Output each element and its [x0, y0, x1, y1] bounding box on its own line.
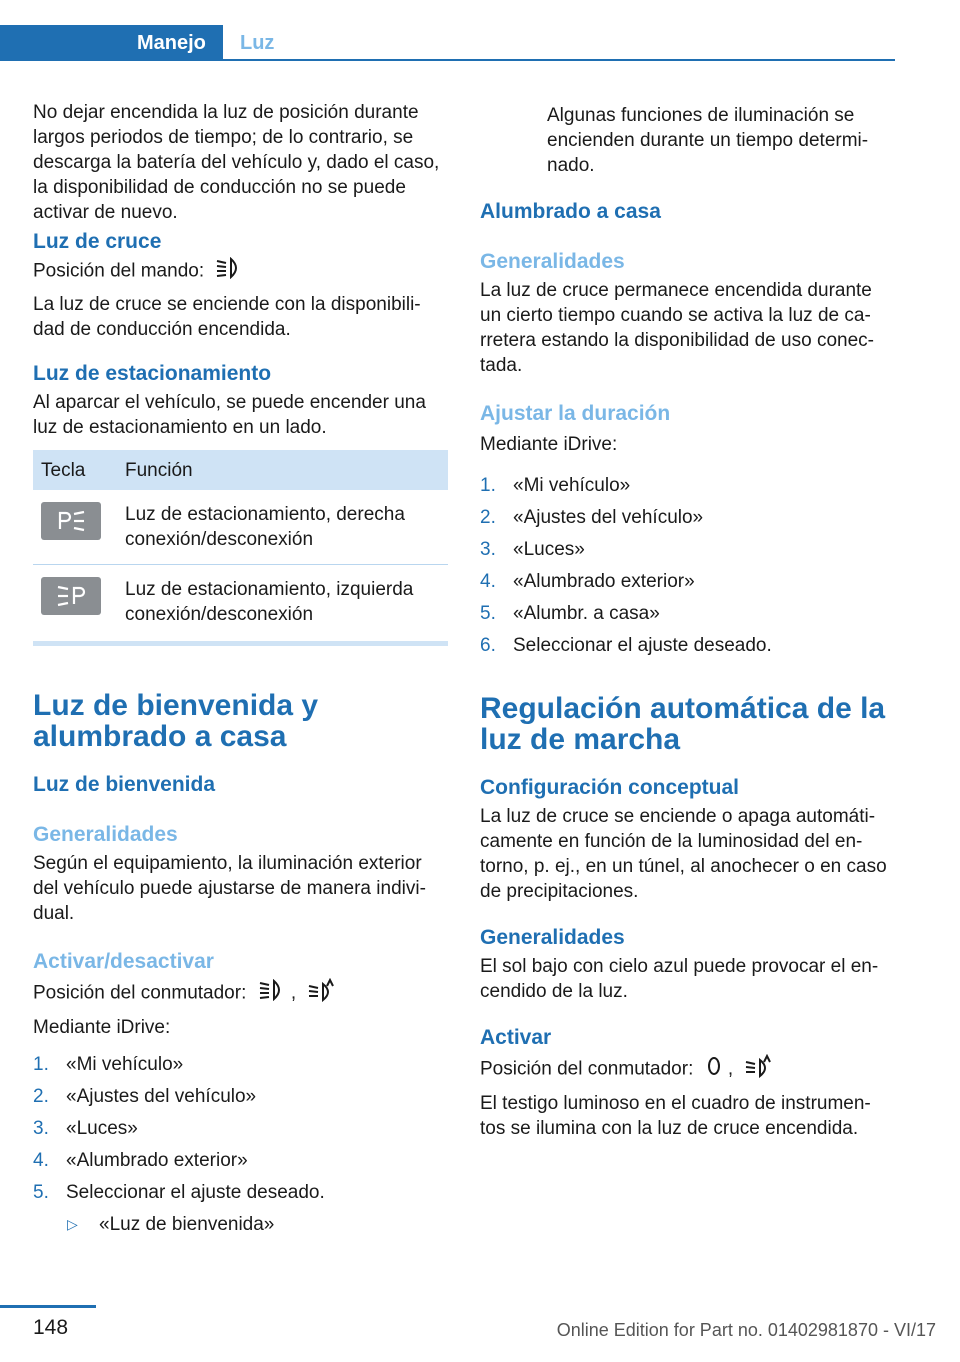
- step-number: 4.: [33, 1150, 49, 1171]
- list-item: [480, 537, 895, 569]
- parking-light-right-button[interactable]: [41, 502, 101, 540]
- table-cell-key: [33, 565, 117, 640]
- page-header: [0, 25, 895, 61]
- table-cell-key: [33, 490, 117, 565]
- welcome-switch-label: Posición del conmutador:: [33, 982, 247, 1004]
- step-number: 3.: [480, 539, 496, 560]
- step-text: «Mi vehículo»: [66, 1054, 184, 1075]
- auto-switch-label: Posición del conmutador:: [480, 1058, 694, 1080]
- triangle-bullet-icon: ▷: [67, 1216, 78, 1232]
- header-rule: [223, 59, 895, 61]
- home-light-heading: Alumbrado a casa: [480, 200, 661, 223]
- home-general-heading: Generalidades: [480, 250, 625, 273]
- welcome-section-heading: Luz de bienvenida y alumbrado a casa: [33, 689, 319, 753]
- low-beam-text: La luz de cruce se enciende con la disponibili‐dad de conducción encendida.: [33, 294, 421, 340]
- table-bottom-rule: [33, 641, 448, 646]
- table-header-function: Función: [117, 450, 448, 490]
- parking-light-left-button[interactable]: [41, 577, 101, 615]
- parking-left-function: Luz de estacionamiento, izquierda conexión/desconexión: [125, 579, 414, 625]
- parking-light-left-icon: [54, 584, 88, 608]
- separator-comma: ,: [727, 1058, 734, 1080]
- auto-activate-heading: Activar: [480, 1026, 552, 1049]
- step-text: «Luces»: [66, 1118, 138, 1139]
- list-item: [480, 601, 895, 633]
- indicator-text: El testigo luminoso en el cuadro de instrumen‐tos se ilumina con la luz de cruce encendida.: [480, 1093, 871, 1139]
- step-number: 3.: [33, 1118, 49, 1139]
- step-number: 5.: [480, 603, 496, 624]
- list-item: [480, 633, 895, 665]
- list-item: [480, 569, 895, 601]
- step-text: «Ajustes del vehículo»: [513, 507, 704, 528]
- low-beam-icon: [258, 979, 286, 1008]
- list-item: [33, 1116, 448, 1148]
- welcome-general-heading: Generalidades: [33, 823, 178, 846]
- auto-light-icon: [744, 1054, 774, 1085]
- continued-text: Algunas funciones de iluminación se encienden durante un tiempo determi‐nado.: [547, 105, 869, 176]
- step-number: 1.: [33, 1054, 49, 1075]
- page-number: 148: [33, 1316, 69, 1339]
- concept-text: La luz de cruce se enciende o apaga automáti‐camente en función de la luminosidad del en‐torno, p. ej., en un túnel, al anochecer o en caso de precipitaciones.: [480, 806, 887, 902]
- low-beam-icon: [215, 257, 243, 286]
- step-text: «Luces»: [513, 539, 585, 560]
- footer-rule: [0, 1305, 96, 1308]
- list-item: [480, 505, 895, 537]
- auto-light-section-heading: Regulación automática de la luz de marcha: [480, 692, 886, 756]
- parking-light-table: [33, 450, 448, 639]
- welcome-steps-list: [33, 1052, 448, 1212]
- list-item: [480, 473, 895, 505]
- table-row: [33, 490, 448, 565]
- step-text: «Alumbrado exterior»: [513, 571, 695, 592]
- concept-heading: Configuración conceptual: [480, 776, 740, 799]
- step-text: Seleccionar el ajuste deseado.: [513, 635, 772, 656]
- auto-general-text: El sol bajo con cielo azul puede provocar el en‐cendido de la luz.: [480, 956, 879, 1002]
- auto-light-icon: [307, 978, 337, 1009]
- home-idrive-label: Mediante iDrive:: [480, 434, 618, 455]
- step-number: 2.: [33, 1086, 49, 1107]
- step-number: 5.: [33, 1182, 49, 1203]
- list-item: [33, 1052, 448, 1084]
- welcome-switch-position: [33, 978, 448, 1009]
- step-number: 2.: [480, 507, 496, 528]
- step-number: 4.: [480, 571, 496, 592]
- parking-light-right-icon: [54, 509, 88, 533]
- step-text: «Alumbrado exterior»: [66, 1150, 248, 1171]
- edition-text: Online Edition for Part no. 01402981870 - VI/17: [556, 1320, 936, 1340]
- auto-general-heading: Generalidades: [480, 926, 625, 949]
- welcome-light-heading: Luz de bienvenida: [33, 773, 216, 796]
- list-item: [33, 1180, 448, 1212]
- home-general-text: La luz de cruce permanece encendida durante un cierto tiempo cuando se activa la luz de ca‐rretera estando la disponibilidad de uso conec‐tada.: [480, 280, 874, 376]
- welcome-idrive-label: Mediante iDrive:: [33, 1017, 171, 1038]
- subsection-tab-luz: Luz: [240, 32, 275, 54]
- step-text: «Ajustes del vehículo»: [66, 1086, 257, 1107]
- parking-light-text: Al aparcar el vehículo, se puede encender una luz de estacionamiento en un lado.: [33, 392, 426, 438]
- parking-light-heading: Luz de estacionamiento: [33, 362, 272, 385]
- table-row: [33, 565, 448, 640]
- step-number: 6.: [480, 635, 496, 656]
- step-text: Seleccionar el ajuste deseado.: [66, 1182, 325, 1203]
- lights-off-icon: [705, 1055, 723, 1084]
- step-text: «Alumbr. a casa»: [513, 603, 660, 624]
- section-label: Manejo: [137, 32, 206, 54]
- parking-right-function: Luz de estacionamiento, derecha conexión/desconexión: [117, 490, 448, 565]
- list-item: [33, 1084, 448, 1116]
- list-item: [33, 1148, 448, 1180]
- step-text: «Mi vehículo»: [513, 475, 631, 496]
- welcome-general-text: Según el equipamiento, la iluminación exterior del vehículo puede ajustarse de manera indivi‐dual.: [33, 853, 426, 924]
- duration-heading: Ajustar la duración: [480, 402, 671, 425]
- separator-comma: ,: [290, 982, 297, 1004]
- right-column: [480, 100, 895, 1141]
- welcome-sub-item: [33, 1212, 448, 1237]
- low-beam-heading: Luz de cruce: [33, 230, 162, 253]
- step-number: 1.: [480, 475, 496, 496]
- auto-switch-position: [480, 1054, 895, 1085]
- intro-paragraph: No dejar encendida la luz de posición durante largos periodos de tiempo; de lo contrario, se descarga la batería del vehículo y, dado el caso, la disponibilidad de conducción no se puede activar de nuevo.: [33, 102, 440, 223]
- left-column: [33, 100, 448, 1237]
- welcome-activate-heading: Activar/desactivar: [33, 950, 214, 973]
- low-beam-position-label: Posición del mando:: [33, 260, 205, 282]
- table-header-row: [33, 450, 448, 490]
- home-steps-list: [480, 473, 895, 665]
- table-header-key: Tecla: [33, 450, 117, 490]
- sub-item-text: «Luz de bienvenida»: [99, 1214, 275, 1235]
- section-tab-manejo: [0, 25, 223, 61]
- low-beam-position: [33, 257, 448, 286]
